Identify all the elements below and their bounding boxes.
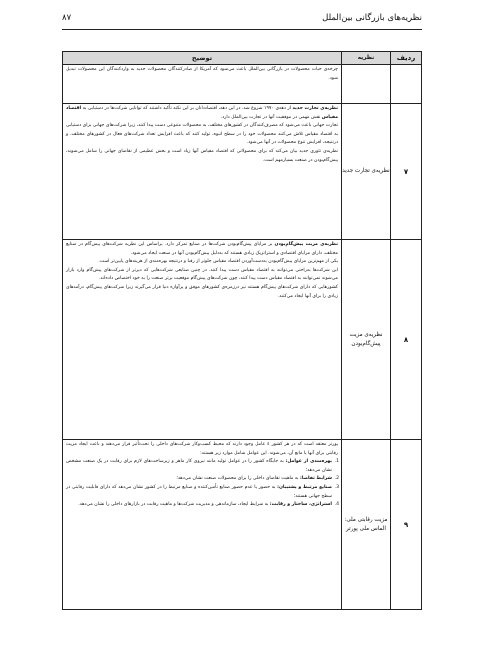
theory-description — [63, 65, 342, 104]
table-row — [63, 65, 422, 104]
table-row — [63, 104, 422, 240]
table-row — [63, 240, 422, 440]
row-index: ۸ — [391, 240, 422, 440]
col-header-idx: ردیف — [391, 52, 422, 65]
description-paragraph — [66, 66, 338, 83]
running-title: نظریه‌های بازرگانی بین‌الملل — [322, 13, 422, 23]
key-term: نظریه‌ی تجارت جدید — [292, 106, 339, 111]
list-number: 1. — [334, 459, 339, 465]
description-text: این شرکت‌ها به‌راحتی می‌توانند به اقتصاد مقیاس دست پیدا کنند. در چنین صنایعی شرکت‌هایی که دیرتر از شرکت‌های پیش‌گام وارد بازار می‌شوند نمی‌توانند به اقتصاد مقیاس دست پیدا کنند، چون شرکت‌های پیش‌گام موقعیت برتر صنعت را به خود اختصاص داده‌اند. — [66, 267, 338, 282]
list-number: 3. — [334, 484, 339, 490]
table-row — [63, 440, 422, 610]
description-text: به شرایط ایجاد، سازماندهی و مدیریت شرکت‌ها و ماهیت رقابت در بازارهای داخلی را نشان می‌دهد. — [78, 502, 270, 508]
description-text: تجارت جهانی باعث می‌شود که مصرف‌کنندگان در کشورهای مختلف، به محصولات متنوعی دست پیدا کنند، زیرا شرکت‌های جهانی برای دستیابی به اقتصاد مقیاس تلاش می‌کنند محصولات خود را در سطح انبوه، تولید کنند که باعث افزایش تعداد شرکت‌های فعال در کشورهای مختلف، و درنتیجه، افزایش تنوع محصولات در آنها می‌شود. — [66, 123, 338, 146]
col-header-desc: توضیح — [63, 52, 342, 65]
theory-name: نظریه‌ی مزیت پیش‌گام‌بودن — [342, 240, 391, 440]
theory-name — [342, 65, 391, 104]
col-header-theory: نظریه — [342, 52, 391, 65]
theory-name: مزیت رقابتی ملی: الماس ملی پورتر — [342, 440, 391, 610]
row-index — [391, 65, 422, 104]
list-number: 4. — [334, 502, 339, 508]
description-paragraph — [66, 241, 338, 258]
list-number: 2. — [334, 476, 339, 482]
key-term: بهره‌مندی از عوامل: — [285, 459, 332, 465]
description-paragraph — [66, 258, 338, 267]
list-item — [66, 475, 338, 484]
theory-description — [63, 104, 342, 240]
key-term: شرایط تقاضا: — [300, 476, 332, 482]
description-text: نظریه‌ی تئوری جدید بیان می‌کند که برای محصولاتی که اقتصاد مقیاس آنها زیاد است و بخش عظیمی از تقاضای جهانی را شامل می‌شوند، پیش‌گام‌بودن در صنعت بسیارمهم است. — [66, 148, 338, 163]
row-index: ۹ — [391, 440, 422, 610]
list-item — [66, 484, 338, 501]
key-term: اقتصاد مقیاس — [66, 106, 338, 120]
description-paragraph: پورتر معتقد است که در هر کشور ٤ عامل وجود دارند که محیط کسب‌وکار شرکت‌های داخلی را تحت‌تأثیر قرار می‌دهند و باعث ایجاد مزیت رقابتی برای آنها یا مانع آن، می‌شوند. این عوامل شامل موارد زیر هستند: — [66, 442, 339, 456]
list-item — [66, 458, 338, 475]
theory-description — [63, 440, 342, 610]
header-rule — [62, 29, 422, 30]
description-text: به جایگاه کشور را در عوامل تولید مانند نیروی کار ماهر و زیرساخت‌های لازم برای رقابت در یک صنعت مشخص نشان می‌دهد؛ — [66, 459, 332, 473]
key-term: صنایع مرتبط و پشتیبان: — [277, 484, 332, 490]
description-text: نقش مهمی در موفقیت آنها در تجارت بین‌الملل دارد. — [220, 114, 322, 120]
description-text: کشورهایی که دارای شرکت‌های پیش‌گام هستند نیز درزمره‌ی کشورهای موفق و پرآوازه دنیا قرار می‌گیرند زیرا شرکت‌های پیش‌گام، درآمدهای زیادی را برای آنها ایجاد می‌کنند. — [66, 284, 338, 299]
list-item — [66, 501, 338, 510]
description-paragraph — [66, 122, 338, 148]
theory-name: نظریه‌ی تجارت جدید — [342, 104, 391, 240]
description-text: چرخه‌ی حیات محصولات در بازرگانی بین‌الملل باعث می‌شود که آمریکا از صادرکنندگان محصولات جدید به واردکنندگان این محصولات تبدیل شود. — [66, 67, 338, 81]
description-text: از دهه‌ی ۱۹۷۰ شروع شد. در این دهه، اقتصاددانان بر این نکته تأکید داشتند که توانایی شرکت‌ها در دستیابی به — [81, 106, 293, 111]
row-index: ۷ — [391, 104, 422, 240]
running-header — [62, 12, 422, 28]
description-paragraph — [66, 267, 338, 284]
description-paragraph — [66, 148, 338, 165]
description-text: بر مزایای پیش‌گام‌بودن شرکت‌ها در صنایع تمرکز دارد. براساس این نظریه شرکت‌های پیش‌گام در صنایع مختلف، دارای مزایای اقتصادی و استراتژیک زیادی هستند که به‌دلیل پیش‌گام‌بودن آنها در صنعت ایجاد می‌شود. — [66, 242, 338, 256]
description-paragraph — [66, 284, 338, 301]
theory-description — [63, 240, 342, 440]
description-text: یکی از مهم‌ترین مزایای پیش‌گام‌بودن به‌دست‌آوردن اقتصاد مقیاس جلوتر از رقبا و درنتیجه بهره‌مندی از هزینه‌های پایین‌تر است. — [98, 259, 338, 265]
theories-table — [62, 51, 422, 610]
description-paragraph — [66, 105, 338, 122]
table-header-row — [63, 52, 422, 65]
key-term: استراتژی، ساختار و رقابت: — [269, 502, 332, 508]
key-term: نظریه‌ی مزیت پیش‌گام‌بودن — [274, 242, 339, 247]
page-number: ۸۷ — [62, 13, 72, 23]
description-text: به حضور یا عدم حضور صنایع تأمین‌کننده و صنایع مرتبط را در کشور نشان می‌دهد که دارای قابلیت رقابتی در سطح جهانی هستند؛ — [66, 484, 332, 499]
description-text: به ماهیت تقاضای داخلی را برای محصولات صنعت نشان می‌دهد؛ — [176, 476, 301, 482]
